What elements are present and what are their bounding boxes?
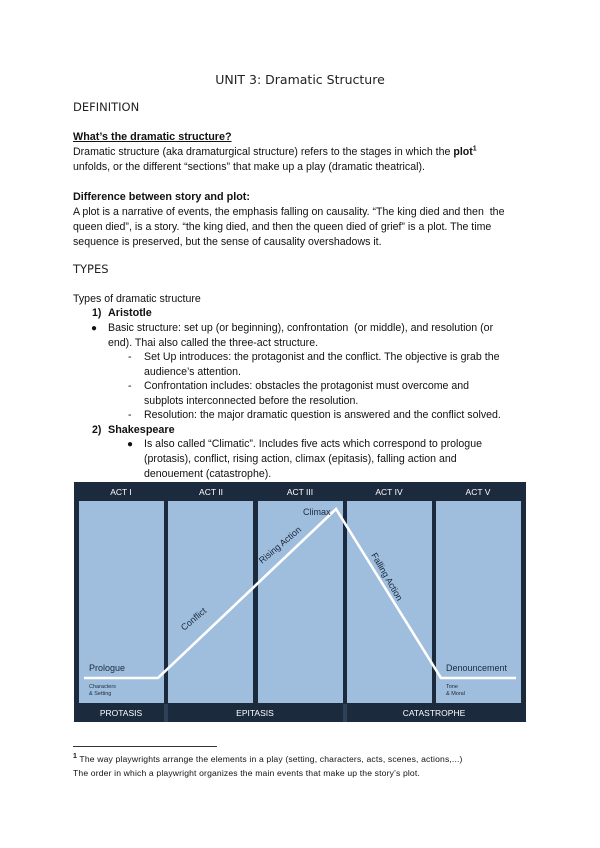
footnote-number: 1 bbox=[73, 753, 78, 761]
five-act-diagram bbox=[74, 482, 526, 722]
types-heading: TYPES bbox=[73, 262, 109, 276]
dash-icon: - bbox=[128, 380, 132, 392]
story-plot-paragraph-line: sequence is preserved, but the sense of causality overshadows it. bbox=[73, 236, 382, 248]
act-panel bbox=[347, 501, 432, 703]
act-label: ACT II bbox=[199, 487, 223, 497]
aristotle-bullet-line: end). Thai also called the three-act structure. bbox=[108, 337, 319, 349]
shakespeare-bullet-line: denouement (catastrophe). bbox=[144, 468, 272, 480]
prologue-label: Prologue bbox=[89, 663, 126, 673]
setting-label: & Setting bbox=[89, 691, 112, 697]
list-number: 2) bbox=[92, 424, 102, 436]
moral-label: & Moral bbox=[446, 691, 465, 697]
footnote-line: The order in which a playwright organizes the main events that make up the story’s plot. bbox=[73, 768, 420, 778]
setup-line: Set Up introduces: the protagonist and the conflict. The objective is grab the bbox=[144, 351, 500, 363]
plot-term: plot bbox=[453, 146, 473, 158]
question-dramatic-structure: What’s the dramatic structure? bbox=[73, 131, 232, 143]
bottom-divider bbox=[164, 704, 168, 722]
shakespeare-bullet-line: Is also called “Climatic”. Includes five acts which correspond to prologue bbox=[144, 438, 482, 450]
dash-icon: - bbox=[128, 409, 132, 421]
page-title: UNIT 3: Dramatic Structure bbox=[215, 72, 385, 87]
characters-label: Characters bbox=[89, 684, 116, 690]
story-plot-paragraph-line: A plot is a narrative of events, the emphasis falling on causality. “The king died and then the bbox=[73, 206, 505, 218]
types-intro: Types of dramatic structure bbox=[73, 293, 201, 305]
story-plot-paragraph-line: queen died”, is a story. “the king died, and then the queen died of grief” is a plot. The time bbox=[73, 221, 492, 233]
act-label: ACT V bbox=[465, 487, 491, 497]
protasis-label: PROTASIS bbox=[99, 708, 143, 718]
list-number: 1) bbox=[92, 307, 102, 319]
conflict-label: Conflict bbox=[178, 605, 209, 633]
catastrophe-label: CATASTROPHE bbox=[402, 708, 466, 718]
list-item-aristotle: Aristotle bbox=[108, 307, 152, 319]
definition-paragraph-line bbox=[73, 145, 477, 161]
question-story-vs-plot: Difference between story and plot: bbox=[73, 191, 250, 203]
act-label: ACT I bbox=[110, 487, 132, 497]
act-panel bbox=[168, 501, 253, 703]
setup-line: audience’s attention. bbox=[144, 366, 241, 378]
dash-icon: - bbox=[128, 351, 132, 363]
list-item-shakespeare: Shakespeare bbox=[108, 424, 175, 436]
resolution-line: Resolution: the major dramatic question is answered and the conflict solved. bbox=[144, 409, 501, 421]
footnote-ref: 1 bbox=[472, 145, 477, 153]
epitasis-label: EPITASIS bbox=[236, 708, 274, 718]
denouement-label: Denouncement bbox=[446, 663, 508, 673]
confrontation-line: subplots interconnected before the resolution. bbox=[144, 395, 359, 407]
falling-action-label: Falling Action bbox=[369, 551, 405, 603]
footnote-divider bbox=[73, 746, 217, 747]
footnote-text: The way playwrights arrange the elements in a play (setting, characters, acts, scenes, actions,...) bbox=[77, 754, 463, 764]
bottom-divider bbox=[343, 704, 347, 722]
act-label: ACT IV bbox=[375, 487, 403, 497]
act-label: ACT III bbox=[286, 487, 314, 497]
footnote-line bbox=[73, 752, 463, 766]
bullet-icon: ● bbox=[127, 439, 134, 450]
definition-text: Dramatic structure (aka dramaturgical structure) refers to the stages in which the bbox=[73, 146, 454, 158]
tone-label: Tone bbox=[446, 684, 458, 690]
rising-action-label: Rising Action bbox=[256, 524, 304, 566]
bullet-icon: ● bbox=[91, 323, 98, 334]
confrontation-line: Confrontation includes: obstacles the protagonist must overcome and bbox=[144, 380, 470, 392]
climax-label: Climax bbox=[303, 507, 331, 517]
definition-paragraph-line: unfolds, or the different “sections” that make up a play (dramatic theatrical). bbox=[73, 161, 425, 173]
aristotle-bullet-line: Basic structure: set up (or beginning), confrontation (or middle), and resolution (or bbox=[108, 322, 494, 334]
definition-heading: DEFINITION bbox=[73, 100, 140, 114]
shakespeare-bullet-line: (protasis), conflict, rising action, climax (epitasis), falling action and bbox=[144, 453, 457, 465]
